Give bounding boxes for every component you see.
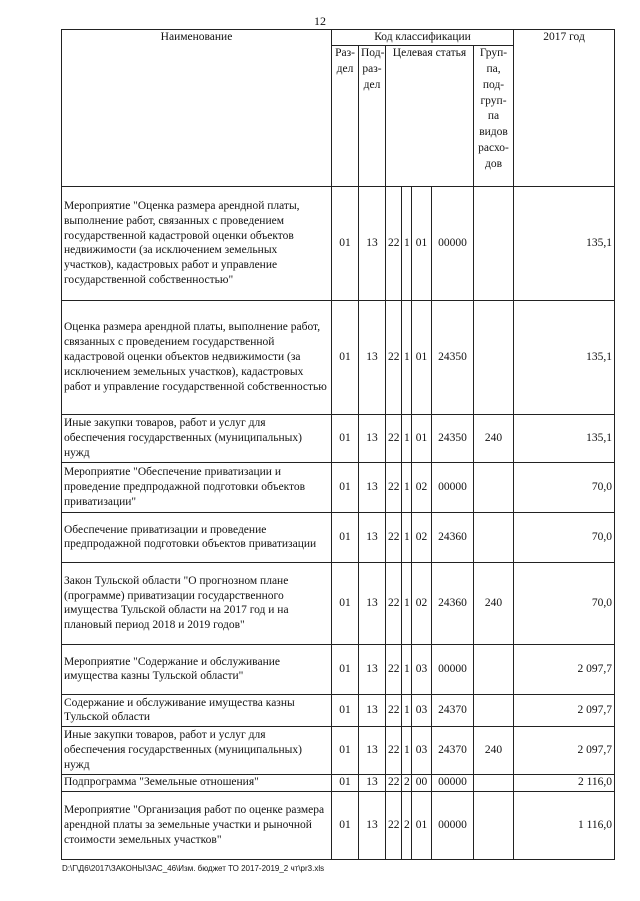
row-target-subprogram: 2 [402,791,412,859]
row-name: Мероприятие "Организация работ по оценке размера арендной платы за земельные участки и рыночной стоимости земельных участков" [62,791,332,859]
row-target-program: 22 [386,562,402,644]
row-target-direction: 00000 [432,791,474,859]
table-body [62,186,615,859]
table-row [62,644,615,694]
table-row [62,791,615,859]
row-target-event: 02 [412,562,432,644]
row-target-program: 22 [386,186,402,300]
row-name: Оценка размера арендной платы, выполнение работ, связанных с проведением государственной кадастровой оценки объектов недвижимости (за исключением земельных участков), кадастровых работ и управление государственной собственностью [62,300,332,414]
row-target-program: 22 [386,462,402,512]
row-expense-group: 240 [474,414,514,462]
row-target-program: 22 [386,694,402,726]
row-amount: 70,0 [514,562,615,644]
row-razdel: 01 [332,791,359,859]
row-razdel: 01 [332,562,359,644]
row-amount: 135,1 [514,186,615,300]
row-target-subprogram: 1 [402,300,412,414]
row-target-direction: 00000 [432,774,474,791]
row-podrazdel: 13 [359,462,386,512]
header-group: Груп- па, под- груп- па видов расхо- дов [474,45,514,186]
row-target-event: 00 [412,774,432,791]
row-razdel: 01 [332,186,359,300]
row-razdel: 01 [332,694,359,726]
row-podrazdel: 13 [359,726,386,774]
row-target-event: 02 [412,462,432,512]
row-target-program: 22 [386,512,402,562]
table-row [62,186,615,300]
row-target-event: 01 [412,300,432,414]
row-target-event: 01 [412,414,432,462]
row-expense-group [474,774,514,791]
row-expense-group [474,186,514,300]
row-target-subprogram: 1 [402,644,412,694]
row-target-event: 03 [412,644,432,694]
row-podrazdel: 13 [359,562,386,644]
row-razdel: 01 [332,726,359,774]
row-target-direction: 00000 [432,186,474,300]
row-target-subprogram: 2 [402,774,412,791]
row-name: Содержание и обслуживание имущества казны Тульской области [62,694,332,726]
row-razdel: 01 [332,462,359,512]
row-expense-group [474,512,514,562]
row-expense-group [474,644,514,694]
row-razdel: 01 [332,414,359,462]
row-target-program: 22 [386,414,402,462]
row-podrazdel: 13 [359,694,386,726]
header-razdel: Раз- дел [332,45,359,186]
row-podrazdel: 13 [359,644,386,694]
row-podrazdel: 13 [359,300,386,414]
row-target-subprogram: 1 [402,414,412,462]
row-name: Подпрограмма "Земельные отношения" [62,774,332,791]
row-name: Мероприятие "Оценка размера арендной платы, выполнение работ, связанных с проведением государственной кадастровой оценки объектов недвижимости (за исключением земельных участков), кадастровых работ и управление государственной собственностью" [62,186,332,300]
table-row [62,562,615,644]
table-row [62,694,615,726]
row-razdel: 01 [332,300,359,414]
row-target-program: 22 [386,300,402,414]
row-expense-group: 240 [474,726,514,774]
row-target-direction: 24370 [432,726,474,774]
header-year: 2017 год [514,30,615,187]
row-target-event: 01 [412,791,432,859]
row-podrazdel: 13 [359,791,386,859]
row-podrazdel: 13 [359,774,386,791]
table-row [62,512,615,562]
row-target-event: 03 [412,726,432,774]
row-target-subprogram: 1 [402,694,412,726]
row-amount: 2 116,0 [514,774,615,791]
row-target-direction: 24350 [432,414,474,462]
table-row [62,462,615,512]
row-podrazdel: 13 [359,186,386,300]
header-podrazdel: Под- раз- дел [359,45,386,186]
row-target-program: 22 [386,726,402,774]
row-expense-group [474,300,514,414]
page-number: 12 [314,14,326,28]
row-amount: 2 097,7 [514,644,615,694]
row-target-subprogram: 1 [402,726,412,774]
row-name: Мероприятие "Обеспечение приватизации и проведение предпродажной подготовки объектов приватизации" [62,462,332,512]
row-target-program: 22 [386,644,402,694]
row-target-subprogram: 1 [402,512,412,562]
row-target-subprogram: 1 [402,562,412,644]
row-target-subprogram: 1 [402,462,412,512]
row-target-event: 02 [412,512,432,562]
row-expense-group: 240 [474,562,514,644]
row-name: Закон Тульской области "О прогнозном плане (программе) приватизации государственного имущества Тульской области на 2017 год и на плановый период 2018 и 2019 годов" [62,562,332,644]
row-amount: 1 116,0 [514,791,615,859]
table-row [62,774,615,791]
row-target-program: 22 [386,774,402,791]
row-expense-group [474,791,514,859]
table-row [62,414,615,462]
row-podrazdel: 13 [359,414,386,462]
row-name: Мероприятие "Содержание и обслуживание имущества казны Тульской области" [62,644,332,694]
row-podrazdel: 13 [359,512,386,562]
row-target-direction: 00000 [432,462,474,512]
row-target-event: 01 [412,186,432,300]
row-name: Иные закупки товаров, работ и услуг для обеспечения государственных (муниципальных) нужд [62,726,332,774]
row-amount: 70,0 [514,512,615,562]
table-row [62,726,615,774]
row-amount: 70,0 [514,462,615,512]
row-amount: 2 097,7 [514,694,615,726]
header-code: Код классификации [332,30,514,46]
budget-table [61,29,615,860]
row-name: Обеспечение приватизации и проведение предпродажной подготовки объектов приватизации [62,512,332,562]
row-target-direction: 00000 [432,644,474,694]
row-amount: 135,1 [514,300,615,414]
table-row [62,300,615,414]
row-name: Иные закупки товаров, работ и услуг для обеспечения государственных (муниципальных) нужд [62,414,332,462]
row-target-program: 22 [386,791,402,859]
row-expense-group [474,462,514,512]
row-target-direction: 24350 [432,300,474,414]
row-target-direction: 24360 [432,512,474,562]
row-amount: 2 097,7 [514,726,615,774]
row-target-subprogram: 1 [402,186,412,300]
header-name: Наименование [62,30,332,187]
row-target-direction: 24360 [432,562,474,644]
row-target-event: 03 [412,694,432,726]
row-razdel: 01 [332,774,359,791]
row-target-direction: 24370 [432,694,474,726]
header-target: Целевая статья [386,45,474,186]
row-razdel: 01 [332,644,359,694]
row-razdel: 01 [332,512,359,562]
row-expense-group [474,694,514,726]
file-path-footer: D:\Г\Д6\2017\ЗАКОНЫ\ЗАС_46\Изм. бюджет ТО 2017-2019_2 чт\pr3.xls [62,864,325,873]
row-amount: 135,1 [514,414,615,462]
